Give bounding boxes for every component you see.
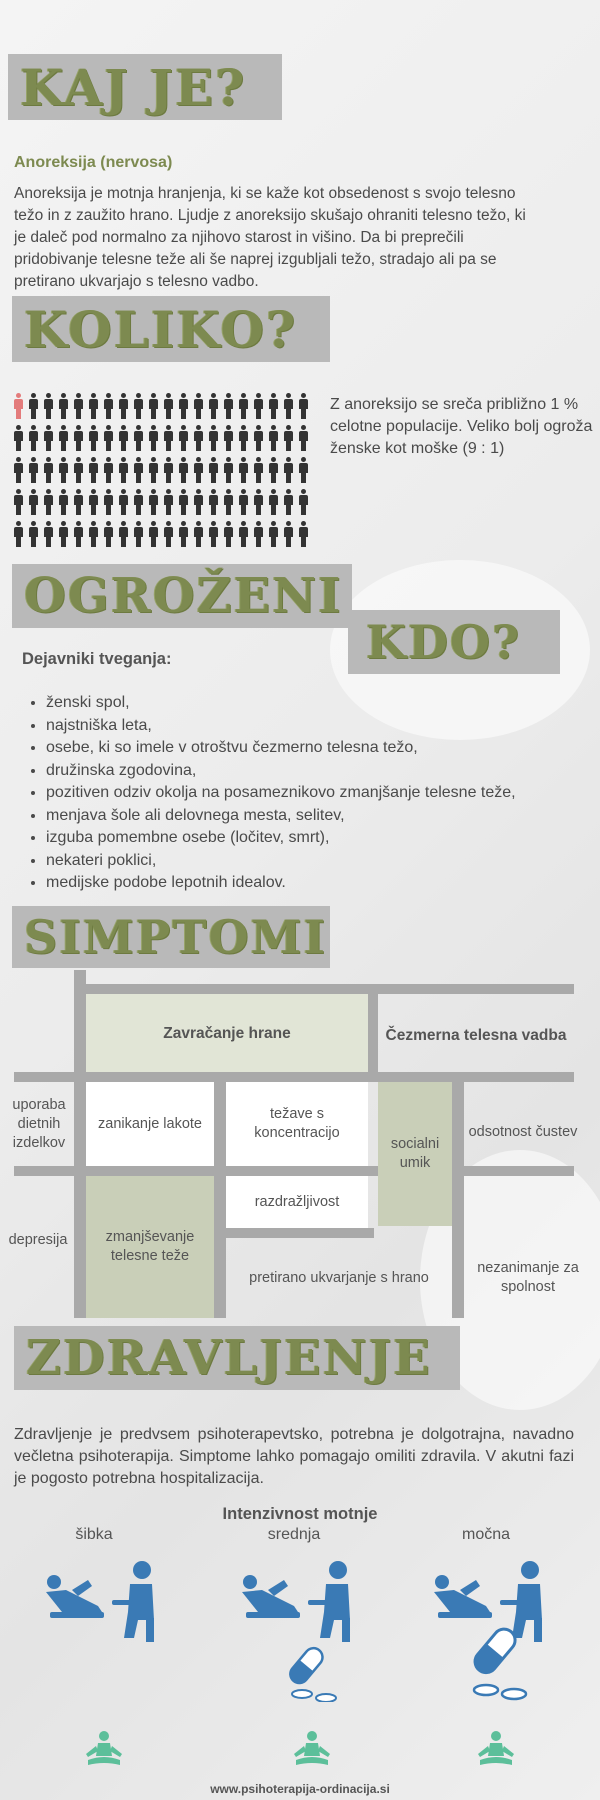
therapy-session-icon: [238, 1560, 362, 1644]
pills-icon: [286, 1646, 342, 1702]
symptom-cell: zanikanje lakote: [86, 1082, 214, 1166]
grid-line: [86, 984, 574, 994]
person-row: [14, 489, 314, 520]
person-row: [14, 457, 314, 488]
symptom-cell: razdražljivost: [226, 1176, 368, 1228]
risk-item: • medijske podobe lepotnih idealov.: [46, 872, 600, 895]
risk-item: • najstniška leta,: [46, 715, 600, 738]
prevalence-text: Z anoreksijo se sreča približno 1 % celotne populacije. Veliko bolj ogroža ženske kot moške (9 : 1): [330, 396, 593, 457]
grid-line: [14, 1072, 574, 1082]
intensity-title: Intenzivnost motnje: [222, 1505, 378, 1523]
symptom-cell: težave s koncentracijo: [226, 1082, 368, 1166]
risk-item: • pozitiven odziv okolja na posameznikovo zmanjšanje telesne teže,: [46, 782, 600, 805]
person-female-icon: [14, 393, 23, 419]
therapy-session-icon: [42, 1560, 166, 1644]
person-row: [14, 521, 314, 552]
banner-simptomi: SIMPTOMI: [12, 906, 330, 968]
risks-title: Dejavniki tveganja:: [22, 650, 172, 668]
symptom-cell: Zavračanje hrane: [86, 994, 368, 1072]
footer-url[interactable]: www.psihoterapija-ordinacija.si: [210, 1782, 390, 1796]
symptom-cell: nezanimanje za spolnost: [477, 1260, 579, 1295]
risk-item: • družinska zgodovina,: [46, 760, 600, 783]
person-row: [14, 425, 314, 456]
symptom-cell: socialni umik: [378, 1082, 452, 1226]
intro-text: Anoreksija je motnja hranjenja, ki se kaže kot obsedenost s svojo telesno težo in z zaužito hrano. Ljudje z anoreksijo skušajo ohraniti telesno težo, ki je daleč pod normalno za njihovo starost in višino. Da bi preprečili pridobivanje telesne teže ali še naprej izgubljali težo, stradajo ali pa se pretirano ukvarjajo s telesno vadbo.: [14, 185, 526, 290]
meditation-icon: [292, 1730, 332, 1770]
risk-item: • menjava šole ali delovnega mesta, selitev,: [46, 805, 600, 828]
banner-ogrozeni: OGROŽENI: [12, 564, 352, 628]
banner-kaj-je: KAJ JE?: [8, 54, 282, 120]
grid-line: [214, 1082, 226, 1318]
symptom-cell: odsotnost čustev: [468, 1123, 578, 1140]
pills-icon: [470, 1626, 534, 1702]
treatment-text: Zdravljenje je predvsem psihoterapevtsko, potrebna je dolgotrajna, navadno večletna psihoterapija. Simptome lahko pomagajo omiliti zdravila. V akutni fazi je pogosto potrebna hospitalizacija.: [14, 1426, 574, 1487]
grid-line: [368, 984, 378, 1074]
banner-koliko: KOLIKO?: [12, 296, 330, 362]
symptom-cell: depresija: [8, 1231, 68, 1248]
risk-item: • izguba pomembne osebe (ločitev, smrt),: [46, 827, 600, 850]
risk-item: • osebe, ki so imele v otroštvu čezmerno telesna težo,: [46, 737, 600, 760]
symptom-cell: pretirano ukvarjanje s hrano: [249, 1269, 429, 1286]
risk-item: • nekateri poklici,: [46, 850, 600, 873]
banner-zdravljenje: ZDRAVLJENJE: [14, 1326, 460, 1390]
meditation-icon: [84, 1730, 124, 1770]
level-label-strong: močna: [461, 1526, 511, 1543]
symptom-cell: uporaba dietnih izdelkov: [12, 1096, 66, 1151]
level-label-medium: srednja: [267, 1526, 321, 1543]
level-label-weak: šibka: [75, 1526, 113, 1543]
intro-subtitle: Anoreksija (nervosa): [14, 154, 173, 171]
grid-line: [452, 1082, 464, 1318]
risk-factor-list: [20, 692, 600, 895]
risk-item: • ženski spol,: [46, 692, 600, 715]
meditation-icon: [476, 1730, 516, 1770]
person-row: [14, 393, 314, 424]
symptom-cell: zmanjševanje telesne teže: [86, 1176, 214, 1318]
symptom-cell: Čezmerna telesna vadba: [385, 1026, 567, 1044]
banner-kdo: KDO?: [348, 610, 560, 674]
